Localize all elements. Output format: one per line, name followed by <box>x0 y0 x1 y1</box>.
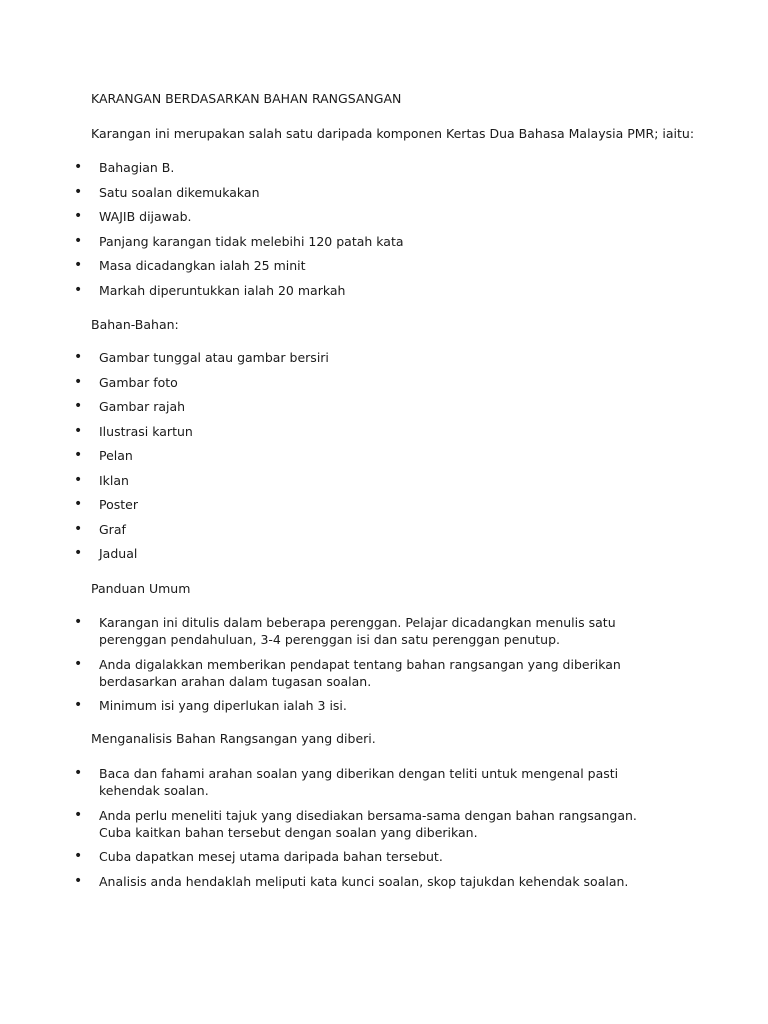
list-item: • Baca dan fahami arahan soalan yang diberikan dengan teliti untuk mengenal pasti kehendak soalan. <box>0 765 659 799</box>
list-item: • Iklan <box>0 472 659 497</box>
list-item: • Panjang karangan tidak melebihi 120 patah kata <box>0 233 659 258</box>
list-item: • Anda digalakkan memberikan pendapat tentang bahan rangsangan yang diberikan berdasarkan arahan dalam tugasan soalan. <box>0 656 659 690</box>
list-item: • Cuba dapatkan mesej utama daripada bahan tersebut. <box>0 848 659 865</box>
list-item: • Gambar rajah <box>0 398 659 423</box>
analisis-list <box>0 765 768 897</box>
bahan-list <box>0 349 768 570</box>
list-item: • Bahagian B. <box>0 159 659 184</box>
list-item: • WAJIB dijawab. <box>0 208 659 233</box>
list-item: • Ilustrasi kartun <box>0 423 659 448</box>
list-item: • Pelan <box>0 447 659 472</box>
panduan-heading: Panduan Umum <box>91 581 191 596</box>
list-item: • Satu soalan dikemukakan <box>0 184 659 209</box>
list-item: • Gambar tunggal atau gambar bersiri <box>0 349 659 374</box>
list-item: • Karangan ini ditulis dalam beberapa perenggan. Pelajar dicadangkan menulis satu perenggan pendahuluan, 3-4 perenggan isi dan satu perenggan penutup. <box>0 614 659 648</box>
bahan-heading: Bahan-Bahan: <box>91 317 179 332</box>
list-item: • Gambar foto <box>0 374 659 399</box>
list-item: • Masa dicadangkan ialah 25 minit <box>0 257 659 282</box>
intro-paragraph: Karangan ini merupakan salah satu daripada komponen Kertas Dua Bahasa Malaysia PMR; iaitu: <box>91 126 695 141</box>
list-item: • Analisis anda hendaklah meliputi kata kunci soalan, skop tajukdan kehendak soalan. <box>0 873 659 890</box>
list-item: • Anda perlu meneliti tajuk yang disediakan bersama-sama dengan bahan rangsangan. Cuba kaitkan bahan tersebut dengan soalan yang diberikan. <box>0 807 659 841</box>
list-item: • Markah diperuntukkan ialah 20 markah <box>0 282 659 307</box>
list-item: • Graf <box>0 521 659 546</box>
list-item: • Poster <box>0 496 659 521</box>
list-item: • Jadual <box>0 545 659 570</box>
document-title: KARANGAN BERDASARKAN BAHAN RANGSANGAN <box>91 91 402 106</box>
intro-list <box>0 159 768 306</box>
list-item: • Minimum isi yang diperlukan ialah 3 isi. <box>0 697 659 714</box>
analisis-heading: Menganalisis Bahan Rangsangan yang diberi. <box>91 731 376 746</box>
panduan-list <box>0 614 768 722</box>
